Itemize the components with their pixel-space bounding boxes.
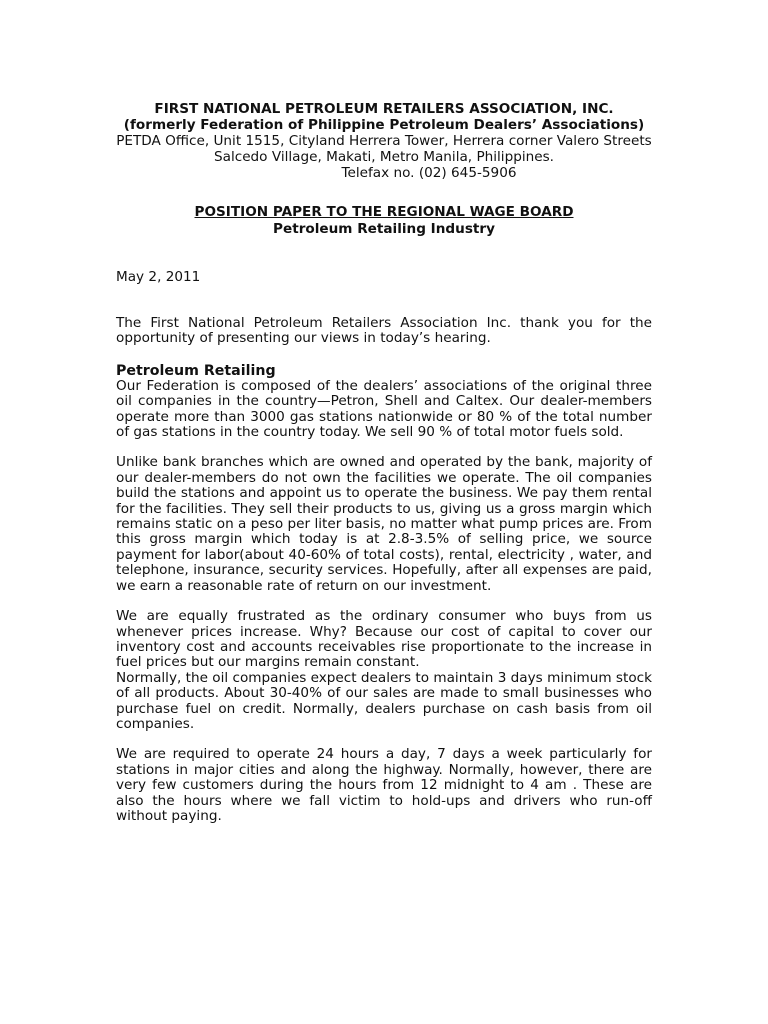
paragraph-bank-branches: Unlike bank branches which are owned and operated by the bank, majority of our dealer-members do not own the facilities we operate. The oil companies build the stations and appoint us to operate the business. We pay them rental for the facilities. They sell their products to us, giving us a gross margin which remains static on a peso per liter basis, no matter what pump prices are. From this gross margin which today is at 2.8-3.5% of selling price, we source payment for labor(about 40-60% of total costs), rental, electricity , water, and telephone, insurance, security services. Hopefully, after all expenses are paid, we earn a reasonable rate of return on our investment. xyxy=(116,454,652,594)
document-title xyxy=(116,204,652,238)
address-line-2: Salcedo Village, Makati, Metro Manila, Philippines. xyxy=(213,149,555,165)
section-heading: Petroleum Retailing xyxy=(116,362,276,379)
telefax: Telefax no. (02) 645-5906 xyxy=(341,165,517,181)
title-subtitle: Petroleum Retailing Industry xyxy=(273,221,495,237)
paragraph-federation: Our Federation is composed of the dealers’ associations of the original three oil companies in the country—Petron, Shell and Caltex. Our dealer-members operate more than 3000 gas stations nationwide or 80 % of the total number of gas stations in the country today. We sell 90 % of total motor fuels sold. xyxy=(116,377,652,441)
document-body xyxy=(116,101,652,824)
address-line-1: PETDA Office, Unit 1515, Cityland Herrera Tower, Herrera corner Valero Streets xyxy=(116,133,652,149)
title-main: POSITION PAPER TO THE REGIONAL WAGE BOARD xyxy=(194,204,574,220)
former-name: (formerly Federation of Philippine Petroleum Dealers’ Associations) xyxy=(123,117,645,133)
organization-name: FIRST NATIONAL PETROLEUM RETAILERS ASSOCIATION, INC. xyxy=(154,101,614,117)
paragraph-operating-hours: We are required to operate 24 hours a day, 7 days a week particularly for stations in major cities and along the highway. Normally, however, there are very few customers during the hours from 12 midnight to 4 am . These are also the hours where we fall victim to hold-ups and drivers who run-off without paying. xyxy=(116,746,652,824)
intro-paragraph: The First National Petroleum Retailers Association Inc. thank you for the opportunity of presenting our views in today’s hearing. xyxy=(116,315,652,347)
document-date: May 2, 2011 xyxy=(116,269,201,285)
paragraph-stock: Normally, the oil companies expect dealers to maintain 3 days minimum stock of all products. About 30-40% of our sales are made to small businesses who purchase fuel on credit. Normally, dealers purchase on cash basis from oil companies. xyxy=(116,669,652,732)
paragraph-frustrated: We are equally frustrated as the ordinary consumer who buys from us whenever prices increase. Why? Because our cost of capital to cover our inventory cost and accounts receivables rise proportionate to the increase in fuel prices but our margins remain constant. xyxy=(116,608,652,671)
letterhead xyxy=(116,101,652,181)
